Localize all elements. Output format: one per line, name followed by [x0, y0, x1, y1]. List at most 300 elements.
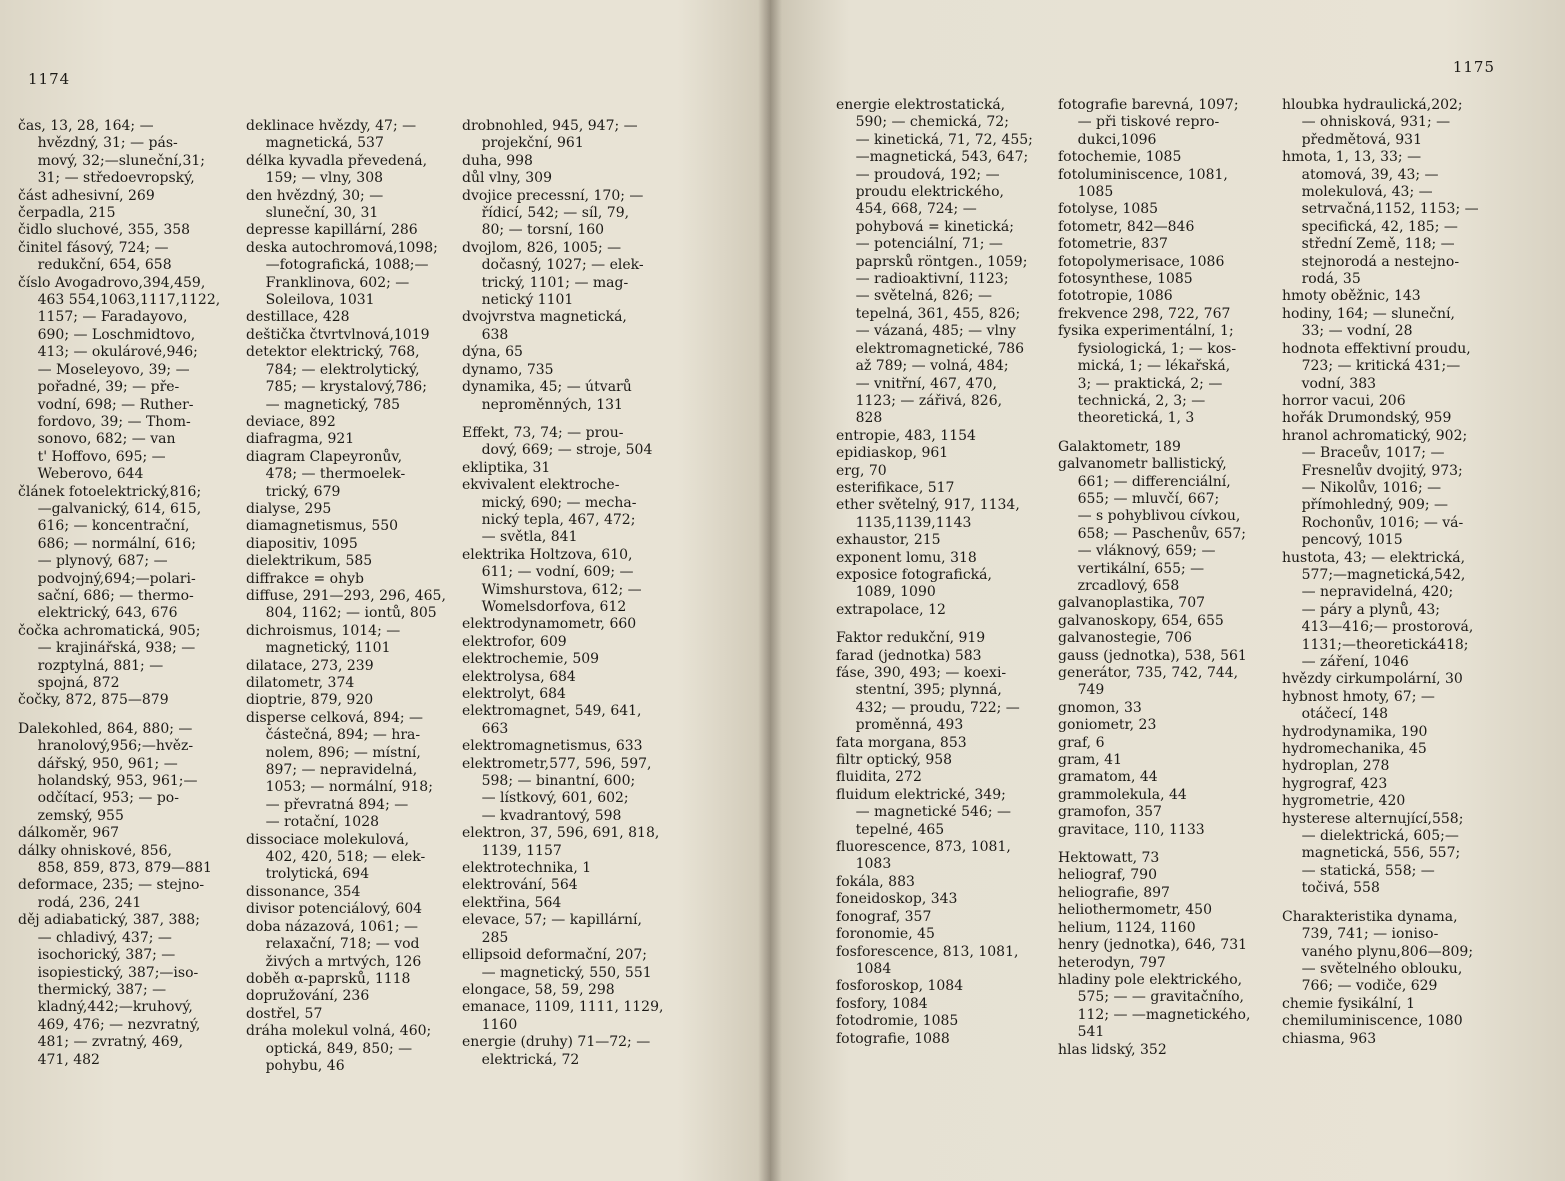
index-entry-continuation: thermický, 387; —	[37, 981, 167, 998]
index-entry: elektrolysa, 684	[462, 668, 576, 685]
index-entry: exhaustor, 215	[836, 532, 941, 549]
index-entry-continuation: technická, 2, 3; —	[1077, 392, 1206, 409]
index-entry-continuation: dářský, 950, 961; —	[37, 755, 178, 772]
index-entry-continuation: 413—416;— prostorová,	[1301, 619, 1474, 636]
index-entry-continuation: — světelného oblouku,	[1301, 960, 1463, 977]
index-entry-continuation: netický 1101	[481, 292, 574, 309]
index-entry: hustota, 43; — elektrická,	[1282, 549, 1466, 566]
index-entry-continuation: dočasný, 1027; — elek-	[481, 257, 644, 274]
index-entry-continuation: točivá, 558	[1301, 880, 1380, 897]
index-entry-continuation: Soleilova, 1031	[265, 292, 375, 309]
index-entry-continuation: — vázaná, 485; — vlny	[855, 323, 1016, 340]
index-entry-continuation: — dielektrická, 605;—	[1301, 828, 1459, 845]
index-entry: helium, 1124, 1160	[1058, 919, 1196, 936]
index-column-2	[246, 118, 456, 1075]
index-entry: ether světelný, 917, 1134,	[836, 497, 1020, 514]
index-entry: hranol achromatický, 902;	[1282, 427, 1468, 444]
index-entry-continuation: 454, 668, 724; —	[855, 201, 977, 218]
index-entry-continuation: 1084	[855, 960, 892, 977]
index-entry-continuation: — vláknový, 659; —	[1077, 543, 1216, 560]
index-entry-continuation: pencový, 1015	[1301, 532, 1403, 549]
index-entry-continuation: t' Hoffovo, 695; —	[37, 448, 166, 465]
index-entry: fosforoskop, 1084	[836, 978, 964, 995]
index-entry: chemie fysikální, 1	[1282, 995, 1415, 1012]
index-entry-continuation: — světla, 841	[481, 529, 578, 546]
index-entry: část adhesivní, 269	[18, 187, 155, 204]
index-entry: hvězdy cirkumpolární, 30	[1282, 671, 1463, 688]
index-entry: hygrograf, 423	[1282, 775, 1388, 792]
index-entry-continuation: vaného plynu,806—809;	[1301, 943, 1474, 960]
index-entry-continuation: 469, 476; — nezvratný,	[37, 1016, 201, 1033]
index-entry-continuation: spojná, 872	[37, 675, 120, 691]
left-page-number: 1174	[28, 70, 71, 88]
index-entry-continuation: — páry a plynů, 43;	[1301, 601, 1441, 618]
index-entry-continuation: hranolový,956;—hvěz-	[37, 738, 194, 755]
index-entry: hladiny pole elektrického,	[1058, 971, 1243, 988]
index-entry-continuation: přímohledný, 909; —	[1301, 497, 1449, 514]
index-entry: diamagnetismus, 550	[246, 518, 399, 535]
index-entry-continuation: zrcadlový, 658	[1077, 577, 1180, 594]
index-entry-continuation: stejnorodá a nestejno-	[1301, 253, 1460, 270]
index-entry: dvojvrstva magnetická,	[462, 309, 627, 326]
index-entry-continuation: magnetická, 556, 557;	[1301, 845, 1461, 862]
index-entry: galvanoskopy, 654, 655	[1058, 612, 1224, 629]
index-entry: fotosynthese, 1085	[1058, 271, 1193, 288]
index-entry-continuation: 616; — koncentrační,	[37, 518, 190, 535]
index-entry-continuation: 463 554,1063,1117,1122,	[37, 292, 221, 309]
index-entry: fotochemie, 1085	[1058, 149, 1182, 166]
index-entry-continuation: řídicí, 542; — síl, 79,	[481, 205, 630, 222]
index-entry: divisor potenciálový, 604	[246, 901, 423, 918]
index-entry-continuation: otáčecí, 148	[1301, 706, 1389, 723]
index-entry: elektřina, 564	[462, 894, 562, 911]
index-section-start: Faktor redukční, 919	[836, 630, 986, 647]
index-entry-continuation: trický, 679	[265, 483, 341, 500]
index-entry-continuation: až 789; — volná, 484;	[855, 358, 1009, 375]
index-entry: fonograf, 357	[836, 908, 932, 925]
index-section-start: Galaktometr, 189	[1058, 438, 1181, 455]
index-entry: fosfory, 1084	[836, 995, 928, 1012]
index-entry-continuation: Weberovo, 644	[37, 466, 144, 483]
index-entry: dielektrikum, 585	[246, 553, 373, 570]
index-entry: dvojlom, 826, 1005; —	[462, 239, 622, 256]
index-entry: drobnohled, 945, 947; —	[462, 118, 638, 134]
index-entry-continuation: — převratná 894; —	[265, 796, 409, 813]
index-entry: důl vlny, 309	[462, 170, 552, 187]
index-entry: diagram Clapeyronův,	[246, 448, 403, 465]
index-entry-continuation: paprsků röntgen., 1059;	[855, 253, 1028, 270]
index-entry-continuation: 1089, 1090	[855, 584, 936, 601]
index-entry: elektrometr,577, 596, 597,	[462, 755, 652, 772]
index-entry: hloubka hydraulická,202;	[1282, 97, 1463, 113]
index-column-3	[462, 118, 684, 1069]
index-entry-continuation: 611; — vodní, 609; —	[481, 564, 634, 581]
index-entry: čočka achromatická, 905;	[18, 622, 201, 639]
index-entry: detektor elektrický, 768,	[246, 344, 420, 361]
index-entry-continuation: podvojný,694;—polari-	[37, 570, 196, 587]
index-entry: elektrochemie, 509	[462, 651, 600, 668]
index-entry: fluidum elektrické, 349;	[836, 786, 1006, 803]
index-entry-continuation: 723; — kritická 431;—	[1301, 358, 1461, 375]
index-entry-continuation: — chladivý, 437; —	[37, 929, 172, 946]
index-entry: diapositiv, 1095	[246, 535, 358, 552]
index-entry-continuation: 638	[481, 326, 509, 343]
index-entry-continuation: 575; — — gravitačního,	[1077, 989, 1244, 1006]
index-entry: duha, 998	[462, 152, 533, 169]
index-entry-continuation: redukční, 654, 658	[37, 257, 172, 274]
index-entry: číslo Avogadrovo,394,459,	[18, 274, 206, 291]
index-entry: dynamika, 45; — útvarů	[462, 379, 632, 396]
index-entry-continuation: 478; — thermoelek-	[265, 466, 406, 483]
index-entry: destillace, 428	[246, 309, 350, 326]
index-entry-continuation: 33; — vodní, 28	[1301, 323, 1413, 340]
index-entry-continuation: 590; — chemická, 72;	[855, 114, 1009, 131]
index-entry: exponent lomu, 318	[836, 549, 977, 566]
index-entry-continuation: magnetický, 1101	[265, 640, 391, 657]
index-entry-continuation: předmětová, 931	[1301, 131, 1422, 148]
index-entry: elektrika Holtzova, 610,	[462, 546, 633, 563]
index-entry: elektrolyt, 684	[462, 686, 566, 702]
index-entry-continuation: trický, 1101; — mag-	[481, 274, 629, 291]
index-entry-continuation: atomová, 39, 43; —	[1301, 166, 1439, 183]
index-entry-continuation: nický tepla, 467, 472;	[481, 511, 636, 528]
index-entry: fosforescence, 813, 1081,	[836, 943, 1019, 960]
index-entry: čerpadla, 215	[18, 205, 116, 222]
index-entry-continuation: — vnitřní, 467, 470,	[855, 375, 997, 392]
index-entry: epidiaskop, 961	[836, 445, 949, 462]
index-entry: diafragma, 921	[246, 431, 355, 448]
index-entry-continuation: 112; — —magnetického,	[1077, 1006, 1251, 1023]
index-entry-continuation: 739, 741; — ioniso-	[1301, 926, 1439, 943]
index-entry: fysika experimentální, 1;	[1058, 323, 1234, 340]
index-entry-continuation: — lístkový, 601, 602;	[481, 790, 629, 807]
index-entry: fotolyse, 1085	[1058, 201, 1159, 218]
index-entry-continuation: — kinetická, 71, 72, 455;	[855, 131, 1033, 148]
index-entry: hodiny, 164; — sluneční,	[1282, 305, 1455, 322]
index-entry: hydromechanika, 45	[1282, 741, 1427, 758]
index-entry: grammolekula, 44	[1058, 786, 1187, 803]
index-entry: dichroismus, 1014; —	[246, 622, 401, 639]
index-entry-continuation: 804, 1162; — iontů, 805	[265, 605, 437, 622]
index-entry-continuation: sluneční, 30, 31	[265, 205, 379, 222]
index-entry: generátor, 735, 742, 744,	[1058, 665, 1239, 681]
index-entry: délka kyvadla převedená,	[246, 152, 428, 169]
index-entry-continuation: 285	[481, 929, 509, 946]
index-entry-continuation: — statická, 558; —	[1301, 862, 1435, 879]
index-entry: dvojice precessní, 170; —	[462, 187, 644, 204]
index-entry: fotometrie, 837	[1058, 236, 1168, 253]
index-entry: dálkoměr, 967	[18, 825, 120, 842]
index-entry-continuation: stentní, 395; plynná,	[855, 682, 1002, 699]
index-entry: dostřel, 57	[246, 1005, 323, 1022]
index-entry: galvanostegie, 706	[1058, 630, 1192, 647]
index-entry-continuation: pořadné, 39; — pře-	[37, 379, 180, 396]
index-entry-continuation: zemský, 955	[37, 807, 124, 824]
index-entry-continuation: Fresnelův dvojitý, 973;	[1301, 462, 1463, 479]
index-entry-continuation: Wimshurstova, 612; —	[481, 581, 642, 598]
index-entry: gauss (jednotka), 538, 561	[1058, 647, 1247, 664]
index-entry-continuation: theoretická, 1, 3	[1077, 410, 1195, 427]
index-entry: doba názazová, 1061; —	[246, 918, 418, 935]
index-entry-continuation: 663	[481, 720, 509, 737]
index-entry: disperse celková, 894; —	[246, 709, 424, 726]
index-entry: fokála, 883	[836, 873, 915, 890]
index-entry: heterodyn, 797	[1058, 954, 1166, 971]
index-entry: hodnota effektivní proudu,	[1282, 340, 1471, 357]
index-entry: hysterese alternující,558;	[1282, 810, 1464, 827]
index-entry-continuation: 897; — nepravidelná,	[265, 762, 418, 779]
index-entry: entropie, 483, 1154	[836, 427, 976, 444]
index-entry-continuation: vodní, 698; — Ruther-	[37, 396, 194, 413]
index-entry: elektrodynamometr, 660	[462, 616, 637, 633]
index-entry: dissonance, 354	[246, 883, 361, 900]
index-entry: elektron, 37, 596, 691, 818,	[462, 825, 660, 842]
index-entry-continuation: 784; — elektrolytický,	[265, 361, 420, 378]
index-entry-continuation: mická, 1; — lékařská,	[1077, 358, 1231, 375]
index-entry-continuation: elektromagnetické, 786	[855, 340, 1025, 357]
index-entry: heliograf, 790	[1058, 867, 1157, 884]
index-entry-continuation: elektrická, 72	[481, 1051, 580, 1068]
index-entry-continuation: 1139, 1157	[481, 842, 562, 859]
index-entry: chemiluminiscence, 1080	[1282, 1013, 1463, 1030]
index-entry-continuation: — Nikolův, 1016; —	[1301, 479, 1442, 496]
index-entry: extrapolace, 12	[836, 601, 946, 618]
index-entry-continuation: 690; — Loschmidtovo,	[37, 326, 196, 343]
index-entry: fotodromie, 1085	[836, 1013, 959, 1030]
index-entry-continuation: 3; — praktická, 2; —	[1077, 375, 1223, 392]
index-entry: hmota, 1, 13, 33; —	[1282, 149, 1422, 166]
index-entry-continuation: odčítací, 953; — po-	[37, 790, 179, 807]
index-entry: elektrování, 564	[462, 877, 578, 894]
index-entry-continuation: Womelsdorfova, 612	[481, 598, 627, 615]
index-entry: fotografie, 1088	[836, 1030, 950, 1047]
index-entry-continuation: sonovo, 682; — van	[37, 431, 176, 448]
index-entry-continuation: trolytická, 694	[265, 866, 370, 883]
index-entry: ekliptika, 31	[462, 459, 551, 476]
index-entry-continuation: 1160	[481, 1016, 518, 1033]
index-entry-continuation: — plynový, 687; —	[37, 553, 168, 570]
index-entry: deklinace hvězdy, 47; —	[246, 118, 417, 134]
index-entry: dálky ohniskové, 856,	[18, 842, 172, 859]
index-entry: ekvivalent elektroche-	[462, 477, 620, 494]
index-entry: foneidoskop, 343	[836, 891, 958, 908]
index-entry-continuation: 655; — mluvčí, 667;	[1077, 490, 1220, 507]
index-entry: deska autochromová,1098;	[246, 239, 438, 256]
index-entry: deštička čtvrtvlnová,1019	[246, 326, 430, 343]
index-entry-continuation: — kvadrantový, 598	[481, 807, 622, 824]
index-entry-continuation: 413; — okulárové,946;	[37, 344, 198, 361]
index-entry: den hvězdný, 30; —	[246, 187, 384, 204]
index-entry-continuation: pohybová = kinetická;	[855, 218, 1014, 235]
index-entry: filtr optický, 958	[836, 752, 953, 769]
index-entry-continuation: — záření, 1046	[1301, 654, 1409, 670]
index-section-start: Charakteristika dynama,	[1282, 908, 1458, 925]
index-entry-continuation: 661; — differenciální,	[1077, 473, 1231, 490]
index-entry: doběh α-paprsků, 1118	[246, 970, 411, 987]
index-entry: heliografie, 897	[1058, 884, 1170, 901]
index-entry: elektromagnet, 549, 641,	[462, 703, 642, 720]
index-entry-continuation: — krajinářská, 938; —	[37, 640, 196, 657]
index-entry: čočky, 872, 875—879	[18, 692, 169, 709]
index-entry: dioptrie, 879, 920	[246, 692, 374, 709]
index-entry: fototropie, 1086	[1058, 288, 1173, 305]
index-entry-continuation: 159; — vlny, 308	[265, 170, 384, 187]
index-entry-continuation: sační, 686; — thermo-	[37, 587, 194, 604]
index-entry-continuation: tepelná, 361, 455, 826;	[855, 305, 1021, 322]
index-entry-continuation: nolem, 896; — místní,	[265, 744, 421, 761]
index-entry-continuation: rodá, 236, 241	[37, 894, 142, 911]
index-entry-continuation: relaxační, 718; — vod	[265, 936, 420, 953]
index-entry: fotometr, 842—846	[1058, 218, 1195, 235]
index-entry: článek fotoelektrický,816;	[18, 483, 202, 500]
index-entry: gram, 41	[1058, 752, 1122, 769]
index-entry-continuation: 471, 482	[37, 1051, 100, 1068]
index-entry-continuation: hvězdný, 31; — pás-	[37, 135, 178, 152]
index-entry: hygrometrie, 420	[1282, 793, 1406, 810]
index-entry-continuation: — proudová, 192; —	[855, 166, 1000, 183]
index-entry: henry (jednotka), 646, 731	[1058, 937, 1248, 954]
index-entry-continuation: — s pohyblivou cívkou,	[1077, 508, 1241, 525]
index-entry-continuation: 577;—magnetická,542,	[1301, 566, 1466, 583]
index-entry: galvanometr ballistický,	[1058, 456, 1227, 473]
index-entry-continuation: — nepravidelná, 420;	[1301, 584, 1454, 601]
index-entry-continuation: rozptylná, 881; —	[37, 657, 164, 674]
index-entry-continuation: neproměnných, 131	[481, 396, 623, 413]
index-entry-continuation: 1053; — normální, 918;	[265, 779, 433, 796]
index-entry-continuation: — rotační, 1028	[265, 814, 380, 831]
index-entry-continuation: 1085	[1077, 184, 1114, 201]
index-entry-continuation: setrvačná,1152, 1153; —	[1301, 201, 1479, 218]
index-entry-continuation: isochorický, 387; —	[37, 947, 176, 964]
index-entry: dynamo, 735	[462, 361, 554, 378]
index-entry-continuation: isopiestický, 387;—iso-	[37, 964, 199, 981]
index-entry: fluorescence, 873, 1081,	[836, 839, 1011, 856]
index-entry-continuation: živých a mrtvých, 126	[265, 953, 422, 970]
index-entry-continuation: 1083	[855, 856, 892, 873]
index-entry: fluidita, 272	[836, 769, 922, 786]
index-entry-continuation: —fotografická, 1088;—	[265, 257, 429, 274]
index-entry-continuation: — Moseleyovo, 39; —	[37, 361, 190, 378]
index-column-6	[1282, 97, 1494, 1048]
index-entry-continuation: —magnetická, 543, 647;	[855, 149, 1029, 166]
index-entry-continuation: 686; — normální, 616;	[37, 535, 197, 552]
index-entry: hydroplan, 278	[1282, 758, 1390, 775]
index-entry: energie elektrostatická,	[836, 97, 1006, 113]
index-entry-continuation: tepelné, 465	[855, 821, 945, 838]
index-entry: deformace, 235; — stejno-	[18, 877, 205, 894]
index-entry-continuation: proměnná, 493	[855, 717, 964, 734]
index-section-start: Dalekohled, 864, 880; —	[18, 720, 193, 737]
index-entry-continuation: mický, 690; — mecha-	[481, 494, 637, 511]
index-entry: elevace, 57; — kapillární,	[462, 912, 642, 929]
index-entry: foronomie, 45	[836, 926, 935, 943]
index-entry: galvanoplastika, 707	[1058, 595, 1206, 612]
index-entry-continuation: 80; — torsní, 160	[481, 222, 605, 239]
index-entry: chiasma, 963	[1282, 1030, 1377, 1047]
index-entry-continuation: 785; — krystalový,786;	[265, 379, 427, 396]
index-entry: erg, 70	[836, 462, 887, 479]
index-entry-continuation: 402, 420, 518; — elek-	[265, 849, 426, 866]
index-entry-continuation: 31; — středoevropský,	[37, 170, 195, 187]
index-entry-continuation: mový, 32;—sluneční,31;	[37, 152, 205, 169]
index-entry-continuation: dový, 669; — stroje, 504	[481, 442, 653, 459]
index-entry: dilatace, 273, 239	[246, 657, 374, 674]
index-section-start: Hektowatt, 73	[1058, 850, 1160, 867]
index-entry-continuation: 828	[855, 410, 883, 427]
index-entry: gramofon, 357	[1058, 804, 1162, 821]
index-entry: čidlo sluchové, 355, 358	[18, 222, 191, 239]
index-entry-continuation: 1157; — Faradayovo,	[37, 309, 188, 326]
index-entry: fotoluminiscence, 1081,	[1058, 166, 1228, 183]
index-entry: čas, 13, 28, 164; —	[18, 118, 154, 134]
index-entry: graf, 6	[1058, 734, 1105, 751]
index-entry: elektrotechnika, 1	[462, 860, 592, 877]
index-entry-continuation: 1135,1139,1143	[855, 514, 972, 531]
index-entry: emanace, 1109, 1111, 1129,	[462, 999, 664, 1016]
index-entry-continuation: — magnetické 546; —	[855, 804, 1011, 821]
index-entry-continuation: 1123; — zářivá, 826,	[855, 392, 1003, 409]
index-entry-continuation: dukci,1096	[1077, 131, 1157, 148]
index-entry-continuation: —galvanický, 614, 615,	[37, 500, 202, 517]
index-entry-continuation: — potenciální, 71; —	[855, 236, 1003, 253]
index-entry-continuation: vertikální, 655; —	[1077, 560, 1205, 577]
index-entry: diffrakce = ohyb	[246, 570, 364, 587]
index-entry: dissociace molekulová,	[246, 831, 410, 848]
index-entry-continuation: 858, 859, 873, 879—881	[37, 860, 212, 877]
index-entry-continuation: molekulová, 43; —	[1301, 184, 1433, 201]
index-entry-continuation: Rochonův, 1016; — vá-	[1301, 514, 1464, 531]
index-entry-continuation: — světelná, 826; —	[855, 288, 992, 305]
index-entry-continuation: fysiologická, 1; — kos-	[1077, 340, 1237, 357]
index-entry: exposice fotografická,	[836, 566, 992, 583]
index-entry: děj adiabatický, 387, 388;	[18, 912, 200, 929]
index-entry-continuation: částečná, 894; — hra-	[265, 727, 421, 744]
index-entry: gramatom, 44	[1058, 769, 1158, 786]
index-entry-continuation: Franklinova, 602; —	[265, 274, 410, 291]
index-entry: hmoty oběžnic, 143	[1282, 288, 1421, 305]
index-entry: fotografie barevná, 1097;	[1058, 97, 1239, 113]
index-entry: depresse kapillární, 286	[246, 222, 418, 239]
index-entry: dráha molekul volná, 460;	[246, 1023, 432, 1040]
index-entry-continuation: projekční, 961	[481, 135, 584, 152]
book-gutter	[758, 0, 782, 1181]
index-entry: farad (jednotka) 583	[836, 647, 982, 664]
index-entry-continuation: 541	[1077, 1024, 1105, 1041]
index-entry: hydrodynamika, 190	[1282, 723, 1428, 740]
index-entry: elektrofor, 609	[462, 633, 567, 650]
index-entry: diffuse, 291—293, 296, 465,	[246, 587, 446, 604]
index-entry-continuation: holandský, 953, 961;—	[37, 773, 198, 790]
index-entry-continuation: elektrický, 643, 676	[37, 605, 178, 622]
index-entry-continuation: — magnetický, 550, 551	[481, 964, 652, 981]
right-page-number: 1175	[1452, 58, 1495, 76]
index-entry: fata morgana, 853	[836, 734, 967, 751]
index-entry: hořák Drumondský, 959	[1282, 410, 1452, 427]
index-entry-continuation: fordovo, 39; — Thom-	[37, 413, 191, 430]
index-entry-continuation: 749	[1077, 682, 1105, 699]
index-entry-continuation: pohybu, 46	[265, 1057, 345, 1074]
index-entry: frekvence 298, 722, 767	[1058, 305, 1231, 322]
index-column-1	[18, 118, 236, 1069]
index-entry-continuation: proudu elektrického,	[855, 184, 1004, 201]
index-entry-continuation: 658; — Paschenův, 657;	[1077, 525, 1247, 542]
index-entry-continuation: optická, 849, 850; —	[265, 1040, 413, 1057]
index-entry-continuation: — ohnisková, 931; —	[1301, 114, 1451, 131]
index-entry: goniometr, 23	[1058, 717, 1157, 734]
index-entry: gnomon, 33	[1058, 699, 1142, 716]
index-entry: elektromagnetismus, 633	[462, 738, 643, 755]
index-column-4	[836, 97, 1054, 1048]
